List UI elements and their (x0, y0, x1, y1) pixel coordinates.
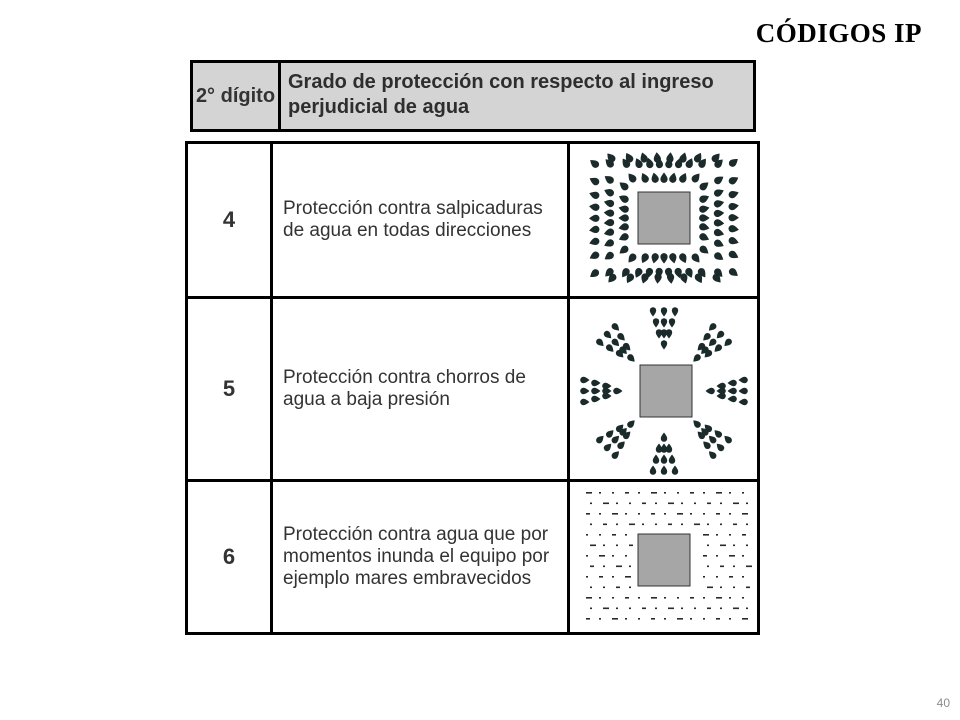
water-streak (638, 618, 640, 620)
water-streak (616, 545, 618, 547)
water-drop-icon (712, 238, 725, 249)
header-description-label: Grado de protección con respecto al ingreso perjudicial de agua (288, 71, 714, 118)
water-streak (694, 608, 696, 610)
row-description-text: Protección contra chorros de agua a baja presión (283, 367, 526, 410)
water-drop-icon (698, 193, 711, 204)
water-streak (590, 587, 592, 589)
water-streak (703, 618, 705, 620)
water-streak (599, 576, 603, 578)
water-drop-icon (668, 252, 677, 264)
water-streak (629, 566, 631, 568)
water-drop-icon (722, 337, 733, 348)
water-streak (655, 608, 657, 610)
water-drop-icon (660, 253, 667, 263)
row-image-cell (569, 481, 759, 634)
water-drop-icon (705, 388, 714, 394)
water-streak (586, 513, 590, 515)
water-streak (703, 555, 707, 557)
water-streak (729, 492, 731, 494)
water-drop-icon (660, 307, 666, 316)
water-streak (746, 503, 748, 505)
water-streak (612, 534, 616, 536)
water-drop-icon (698, 180, 711, 192)
water-streak (668, 608, 674, 610)
water-drop-icon (677, 171, 688, 184)
water-streak (655, 524, 657, 526)
water-drop-icon (727, 156, 740, 168)
water-streak (586, 534, 588, 536)
water-streak (599, 492, 601, 494)
water-streak (603, 608, 609, 610)
water-drop-icon (602, 187, 615, 198)
water-streak (603, 503, 609, 505)
water-streak (668, 503, 674, 505)
water-drop-icon (727, 267, 740, 279)
water-streak (746, 524, 748, 526)
water-drop-icon (588, 225, 599, 234)
water-drop-icon (668, 172, 677, 184)
water-streak (690, 597, 694, 599)
water-drop-icon (727, 202, 738, 211)
water-streak (733, 524, 737, 526)
water-streak (599, 618, 601, 620)
water-streak (664, 513, 666, 515)
enclosure-box (638, 192, 690, 244)
water-streak (720, 524, 722, 526)
water-drop-icon (691, 353, 702, 364)
water-drop-icon (588, 237, 600, 247)
water-streak (716, 513, 720, 515)
water-streak (729, 555, 735, 557)
row-description-text: Protección contra salpicaduras de agua en todas direcciones (283, 198, 543, 241)
water-streak (707, 545, 709, 547)
water-drop-icon (727, 236, 739, 246)
water-drop-icon (587, 268, 600, 280)
water-streak (625, 597, 629, 599)
water-drop-icon (652, 455, 658, 464)
water-streak (651, 492, 657, 494)
row-image-cell (569, 298, 759, 481)
water-drop-icon (738, 388, 747, 394)
water-streak (629, 545, 633, 547)
low-pressure-jets-icon (574, 303, 754, 475)
water-drop-icon (712, 174, 725, 186)
water-drop-icon (660, 318, 666, 327)
water-streak (651, 597, 657, 599)
water-streak (629, 503, 631, 505)
water-streak (681, 608, 683, 610)
water-streak (616, 566, 622, 568)
water-streak (612, 576, 614, 578)
water-streak (590, 566, 594, 568)
water-drop-icon (671, 466, 677, 475)
water-drop-icon (668, 455, 674, 464)
row-description (272, 143, 569, 298)
water-drop-icon (699, 214, 709, 221)
water-drop-icon (602, 383, 611, 389)
water-streak (616, 503, 618, 505)
water-drop-icon (617, 180, 630, 192)
water-drop-icon (610, 449, 621, 460)
water-streak (716, 618, 720, 620)
water-drop-icon (660, 455, 666, 464)
water-streak (586, 618, 590, 620)
row-description (272, 298, 569, 481)
water-drop-icon (589, 215, 599, 222)
water-drop-icon (660, 172, 667, 182)
table-row (187, 143, 759, 298)
water-drop-icon (650, 252, 659, 264)
water-streak (638, 492, 640, 494)
water-drop-icon (660, 466, 666, 475)
water-drop-icon (594, 434, 605, 445)
water-drop-icon (639, 171, 650, 184)
water-drop-icon (591, 380, 600, 386)
row-description (272, 481, 569, 634)
water-drop-icon (580, 388, 589, 394)
water-streak (612, 555, 614, 557)
slide-title: CÓDIGOS IP (755, 18, 922, 48)
water-drop-icon (650, 172, 659, 184)
water-streak (603, 545, 605, 547)
water-drop-icon (580, 399, 589, 405)
water-streak (729, 618, 731, 620)
water-drop-icon (602, 250, 615, 262)
water-streak (599, 597, 601, 599)
water-drop-icon (653, 152, 661, 163)
water-drop-icon (653, 273, 661, 284)
water-drop-icon (625, 418, 636, 429)
water-streak (742, 597, 744, 599)
water-streak (586, 597, 592, 599)
water-streak (694, 503, 696, 505)
water-drop-icon (617, 232, 630, 243)
water-drop-icon (603, 228, 615, 238)
water-drop-icon (712, 187, 724, 198)
water-drop-icon (660, 340, 666, 349)
water-drop-icon (671, 307, 677, 316)
water-streak (720, 608, 722, 610)
water-drop-icon (625, 171, 637, 184)
water-streak (677, 597, 679, 599)
water-streak (681, 524, 683, 526)
water-streak (638, 597, 640, 599)
water-streak (625, 576, 631, 578)
water-drop-icon (625, 353, 636, 364)
water-drop-icon (594, 337, 605, 348)
water-streak (733, 566, 735, 568)
water-drop-icon (602, 329, 613, 340)
water-drop-icon (727, 249, 740, 260)
water-drop-icon (655, 444, 661, 453)
water-streak (590, 524, 592, 526)
water-streak (703, 597, 705, 599)
water-streak (625, 534, 627, 536)
water-streak (707, 503, 711, 505)
water-streak (742, 534, 746, 536)
protection-table (185, 141, 760, 635)
water-streak (668, 524, 672, 526)
water-drop-icon (649, 466, 655, 475)
water-streak (729, 576, 733, 578)
water-drop-icon (591, 396, 600, 402)
water-streak (599, 555, 605, 557)
water-streak (746, 566, 752, 568)
water-streak (690, 492, 694, 494)
water-streak (603, 587, 605, 589)
water-streak (690, 513, 692, 515)
water-drop-icon (713, 219, 724, 227)
water-drop-icon (603, 219, 614, 227)
water-streak (742, 555, 744, 557)
water-streak (729, 534, 731, 536)
water-drop-icon (591, 388, 600, 394)
water-streak (733, 608, 739, 610)
water-streak (707, 587, 713, 589)
water-streak (664, 597, 666, 599)
water-streak (612, 597, 614, 599)
row-description-text: Protección contra agua que por momentos inunda el equipo por ejemplo mares embravecidos (283, 524, 550, 589)
water-drop-icon (691, 418, 702, 429)
water-streak (746, 545, 748, 547)
water-streak (677, 513, 683, 515)
water-drop-icon (716, 393, 725, 399)
water-drop-icon (714, 329, 725, 340)
water-streak (716, 597, 722, 599)
water-streak (612, 492, 614, 494)
water-streak (729, 513, 731, 515)
header-digit-label: 2° dígito (195, 85, 276, 107)
water-streak (733, 545, 735, 547)
water-streak (720, 545, 726, 547)
water-streak (625, 618, 627, 620)
row-digit: 6 (187, 481, 272, 634)
water-streak (616, 587, 620, 589)
water-streak (707, 566, 709, 568)
table-row (187, 481, 759, 634)
water-streak (590, 503, 592, 505)
water-drop-icon (690, 252, 702, 265)
water-drop-icon (698, 244, 711, 256)
water-streak (703, 534, 709, 536)
row-digit: 5 (187, 298, 272, 481)
water-streak (651, 618, 655, 620)
water-drop-icon (698, 222, 710, 231)
water-streak (729, 597, 731, 599)
water-streak (590, 608, 592, 610)
water-drop-icon (580, 377, 589, 383)
water-streak (642, 524, 644, 526)
water-drop-icon (727, 380, 736, 386)
water-drop-icon (649, 307, 655, 316)
water-streak (616, 608, 618, 610)
water-drop-icon (625, 252, 637, 265)
water-streak (707, 608, 711, 610)
water-streak (690, 618, 692, 620)
water-streak (716, 534, 718, 536)
water-drop-icon (666, 273, 674, 284)
water-streak (746, 587, 750, 589)
water-drop-icon (665, 329, 671, 338)
water-drop-icon (602, 238, 614, 249)
water-drop-icon (706, 322, 717, 333)
water-streak (716, 492, 722, 494)
water-streak (642, 608, 646, 610)
water-drop-icon (588, 203, 599, 212)
water-drop-icon (727, 174, 740, 185)
water-streak (625, 513, 627, 515)
water-streak (625, 492, 629, 494)
water-drop-icon (617, 222, 629, 231)
water-drop-icon (602, 441, 613, 452)
water-streak (733, 587, 735, 589)
water-drop-icon (617, 204, 629, 213)
water-streak (733, 503, 739, 505)
water-streak (599, 513, 601, 515)
water-drop-icon (713, 209, 724, 217)
table-header (190, 60, 756, 132)
water-streak (655, 503, 657, 505)
water-drop-icon (660, 433, 666, 442)
water-streak (681, 503, 683, 505)
water-drop-icon (728, 225, 739, 234)
water-streak (703, 576, 705, 578)
water-drop-icon (639, 252, 650, 265)
water-streak (586, 555, 588, 557)
water-drop-icon (610, 322, 621, 333)
water-streak (742, 492, 744, 494)
water-streak (612, 513, 618, 515)
water-streak (742, 618, 748, 620)
water-drop-icon (668, 318, 674, 327)
water-drop-icon (738, 377, 747, 383)
water-streak (677, 492, 679, 494)
water-drop-icon (617, 244, 630, 256)
water-drop-icon (713, 199, 725, 209)
water-drop-icon (738, 399, 747, 405)
water-drop-icon (587, 250, 600, 261)
heavy-seas-icon (574, 484, 754, 630)
water-streak (612, 618, 618, 620)
water-streak (677, 618, 683, 620)
water-drop-icon (728, 214, 738, 221)
table-row (187, 298, 759, 481)
water-streak (664, 492, 666, 494)
water-drop-icon (727, 396, 736, 402)
header-divider (278, 63, 281, 129)
water-drop-icon (665, 152, 673, 163)
enclosure-box (640, 365, 692, 417)
water-streak (616, 524, 618, 526)
row-image-cell (569, 143, 759, 298)
water-drop-icon (727, 388, 736, 394)
water-streak (638, 513, 640, 515)
water-drop-icon (617, 193, 630, 204)
water-streak (720, 587, 722, 589)
water-streak (716, 555, 718, 557)
water-drop-icon (602, 198, 614, 208)
water-drop-icon (587, 175, 600, 186)
water-streak (703, 492, 705, 494)
water-streak (664, 618, 666, 620)
water-streak (694, 524, 700, 526)
water-drop-icon (712, 251, 725, 263)
water-drop-icon (714, 441, 725, 452)
water-streak (590, 545, 596, 547)
water-drop-icon (613, 388, 622, 394)
water-drop-icon (603, 209, 614, 217)
water-drop-icon (588, 190, 600, 200)
water-drop-icon (727, 189, 739, 199)
water-drop-icon (713, 228, 725, 238)
water-drop-icon (706, 449, 717, 460)
water-streak (603, 566, 605, 568)
page-number: 40 (936, 696, 950, 710)
water-drop-icon (690, 171, 702, 184)
water-streak (642, 503, 646, 505)
water-drop-icon (587, 157, 600, 169)
water-streak (629, 587, 631, 589)
water-drop-icon (618, 214, 628, 221)
water-streak (599, 534, 601, 536)
water-streak (707, 524, 709, 526)
water-drop-icon (698, 232, 711, 243)
water-drop-icon (722, 434, 733, 445)
water-streak (742, 513, 748, 515)
water-streak (586, 492, 592, 494)
water-drop-icon (602, 173, 615, 185)
water-streak (720, 566, 724, 568)
water-streak (716, 576, 718, 578)
row-digit: 4 (187, 143, 272, 298)
enclosure-box (638, 534, 690, 586)
water-streak (586, 576, 588, 578)
water-drop-icon (677, 252, 688, 265)
water-drop-icon (698, 204, 710, 213)
water-streak (703, 513, 705, 515)
water-streak (742, 576, 744, 578)
water-streak (720, 503, 722, 505)
water-streak (629, 608, 631, 610)
water-streak (629, 524, 635, 526)
water-streak (625, 555, 627, 557)
water-streak (603, 524, 607, 526)
water-streak (651, 513, 655, 515)
water-drop-icon (652, 318, 658, 327)
water-streak (746, 608, 748, 610)
splash-all-directions-icon (574, 145, 754, 295)
